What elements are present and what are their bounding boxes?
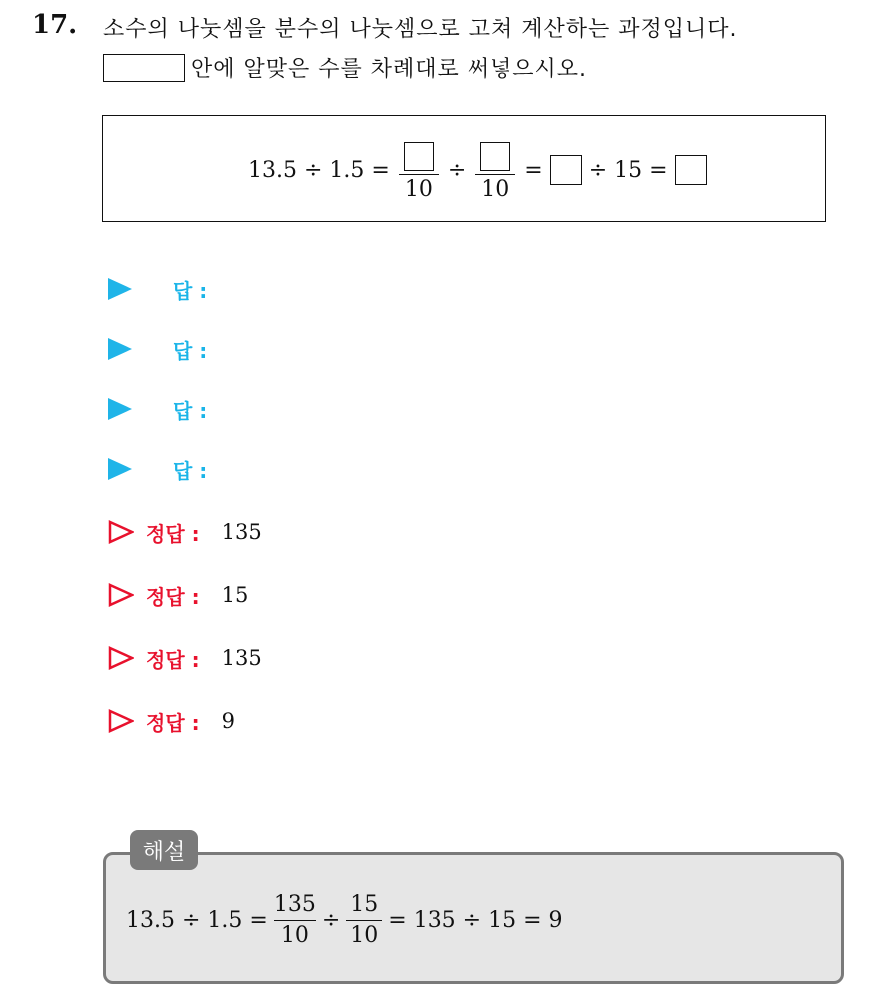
answer-label: 답 :	[173, 398, 208, 423]
correct-answer-row-2	[108, 578, 248, 612]
question-text-line2	[103, 52, 587, 83]
correct-answer-row-4	[108, 704, 235, 738]
equals-sign: =	[524, 157, 543, 183]
blank-box-symbol	[103, 54, 185, 82]
answer-blank-1[interactable]	[404, 142, 434, 171]
answer-row-2[interactable]	[108, 332, 207, 366]
play-arrow-icon	[108, 278, 132, 300]
play-arrow-icon	[108, 338, 132, 360]
correct-answer-value: 15	[221, 583, 249, 607]
question-number: 17.	[32, 10, 78, 40]
outline-arrow-icon	[108, 583, 134, 607]
answer-label: 답 :	[173, 338, 208, 363]
correct-answer-label: 정답 :	[146, 710, 200, 735]
fraction-numerator: 135	[273, 891, 316, 917]
fraction-denominator: 10	[280, 922, 309, 948]
answer-row-1[interactable]	[108, 272, 207, 306]
outline-arrow-icon	[108, 520, 134, 544]
answer-blank-3[interactable]	[550, 155, 582, 185]
correct-answer-label: 정답 :	[146, 521, 200, 546]
correct-answer-row-3	[108, 641, 262, 675]
correct-answer-value: 9	[221, 709, 235, 733]
correct-answer-label: 정답 :	[146, 647, 200, 672]
fraction-2	[475, 137, 515, 203]
correct-answer-value: 135	[221, 646, 262, 670]
equation	[245, 134, 711, 206]
explanation-rhs: = 135 ÷ 15 = 9	[388, 907, 563, 933]
correct-answer-label: 정답 :	[146, 584, 200, 609]
play-arrow-icon	[108, 458, 132, 480]
outline-arrow-icon	[108, 646, 134, 670]
division-sign: ÷	[321, 907, 341, 933]
explanation-tag: 해설	[130, 830, 198, 870]
fraction-1	[399, 137, 439, 203]
outline-arrow-icon	[108, 709, 134, 733]
correct-answer-value: 135	[221, 520, 262, 544]
explanation-fraction-2	[346, 892, 382, 949]
division-sign: ÷	[447, 157, 467, 183]
answer-row-3[interactable]	[108, 392, 207, 426]
answer-blank-2[interactable]	[480, 142, 510, 171]
explanation-box	[103, 852, 844, 984]
play-arrow-icon	[108, 398, 132, 420]
fraction-denominator: 10	[350, 922, 379, 948]
fraction-2-denominator: 10	[481, 177, 510, 202]
equation-box	[102, 115, 826, 222]
division-expression: ÷ 15 =	[588, 157, 668, 183]
question-text-line2-label: 안에 알맞은 수를 차례대로 써넣으시오.	[191, 57, 587, 82]
explanation-lhs: 13.5 ÷ 1.5 =	[126, 907, 268, 933]
fraction-numerator: 15	[350, 891, 379, 917]
explanation-fraction-1	[274, 892, 316, 949]
question-text-line1: 소수의 나눗셈을 분수의 나눗셈으로 고쳐 계산하는 과정입니다.	[103, 17, 738, 42]
answer-blank-4[interactable]	[675, 155, 707, 185]
equation-lhs: 13.5 ÷ 1.5 =	[248, 157, 390, 183]
answer-label: 답 :	[173, 278, 208, 303]
answer-row-4[interactable]	[108, 452, 207, 486]
fraction-1-denominator: 10	[404, 177, 433, 202]
explanation-equation	[126, 885, 563, 955]
answer-label: 답 :	[173, 458, 208, 483]
correct-answer-row-1	[108, 515, 262, 549]
